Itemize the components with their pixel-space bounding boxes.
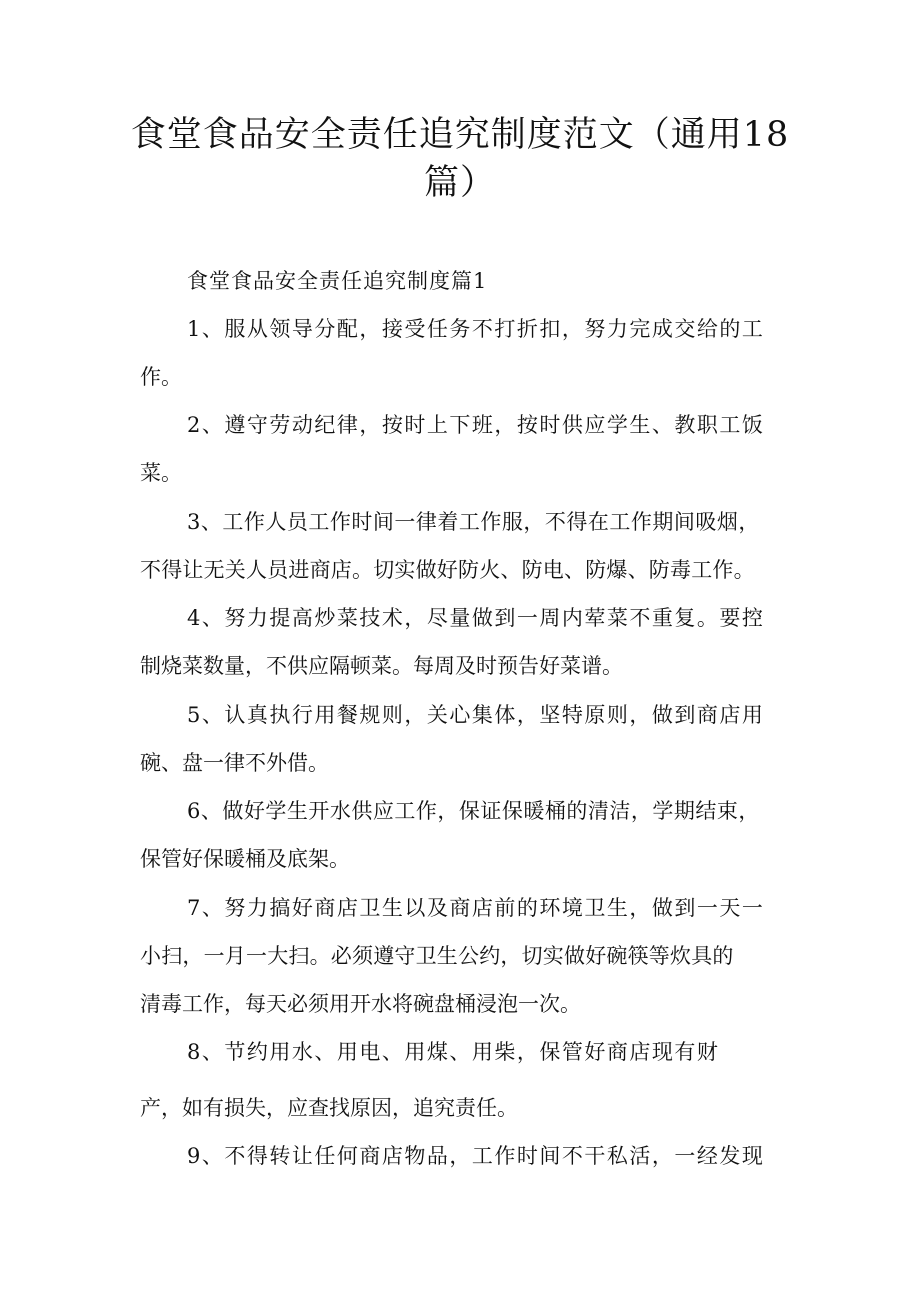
paragraph-7-line-2: 小扫，一月一大扫。必须遵守卫生公约，切实做好碗筷等炊具的 [140,944,734,968]
paragraph-5-line-1: 5、认真执行用餐规则，关心集体，坚特原则，做到商店用 [187,703,765,727]
paragraph-2-line-1: 2、遵守劳动纪律，按时上下班，按时供应学生、教职工饭 [187,413,765,437]
paragraph-6-line-1: 6、做好学生开水供应工作，保证保暖桶的清洁，学期结束， [187,799,760,823]
paragraph-5-line-2: 碗、盘一律不外借。 [140,751,329,775]
paragraph-9-line-1: 9、不得转让任何商店物品，工作时间不干私活，一经发现 [187,1144,765,1168]
paragraph-6-line-2: 保管好保暖桶及底架。 [140,847,350,871]
document-title-line-1: 食堂食品安全责任追究制度范文（通用18 [130,115,790,155]
paragraph-4-line-1: 4、努力提高炒菜技术，尽量做到一周内荤菜不重复。要控 [187,606,765,630]
paragraph-7-line-3: 清毒工作，每天必须用开水将碗盘桶浸泡一次。 [140,992,581,1016]
paragraph-1-line-2: 作。 [140,365,182,389]
section-heading: 食堂食品安全责任追究制度篇1 [187,269,488,293]
document-title-line-2: 篇） [423,163,496,203]
paragraph-3-line-2: 不得让无关人员进商店。切实做好防火、防电、防爆、防毒工作。 [140,558,755,582]
paragraph-2-line-2: 菜。 [140,461,182,485]
paragraph-4-line-2: 制烧菜数量，不供应隔顿菜。每周及时预告好菜谱。 [140,654,623,678]
paragraph-8-line-2: 产，如有损失，应查找原因，追究责任。 [140,1096,518,1120]
paragraph-3-line-1: 3、工作人员工作时间一律着工作服，不得在工作期间吸烟， [187,510,760,534]
paragraph-7-line-1: 7、努力搞好商店卫生以及商店前的环境卫生，做到一天一 [187,896,765,920]
paragraph-8-line-1: 8、节约用水、用电、用煤、用柴，保管好商店现有财 [187,1040,720,1064]
paragraph-1-line-1: 1、服从领导分配，接受任务不打折扣，努力完成交给的工 [187,317,765,341]
